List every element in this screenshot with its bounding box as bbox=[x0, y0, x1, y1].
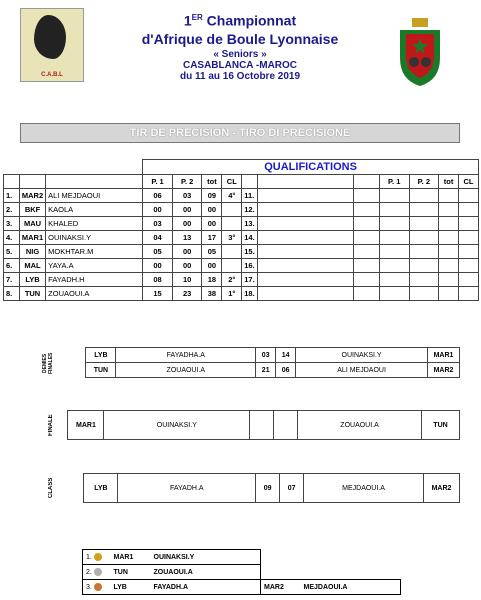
score-p2-2 bbox=[409, 189, 439, 203]
score-total: 09 bbox=[202, 189, 222, 203]
rank-cl-2 bbox=[458, 231, 478, 245]
score-total-2 bbox=[439, 217, 459, 231]
rank-cl-2 bbox=[458, 259, 478, 273]
player-name-2 bbox=[258, 259, 354, 273]
score-p1-2 bbox=[379, 245, 409, 259]
player-name-2 bbox=[258, 217, 354, 231]
score-total-2 bbox=[439, 189, 459, 203]
score-p2: 23 bbox=[172, 287, 202, 301]
score-p2: 13 bbox=[172, 231, 202, 245]
africa-map-icon bbox=[34, 15, 66, 59]
score-p1: 03 bbox=[143, 217, 173, 231]
country-code-2 bbox=[354, 273, 380, 287]
score-p1-2 bbox=[379, 189, 409, 203]
rank-2: 11. bbox=[242, 189, 258, 203]
rank: 4. bbox=[4, 231, 20, 245]
country-code: MAR1 bbox=[19, 231, 45, 245]
score-p2-2 bbox=[409, 245, 439, 259]
country-code-2 bbox=[354, 231, 380, 245]
federation-crest-icon bbox=[396, 18, 444, 88]
final-table bbox=[20, 410, 460, 440]
score-total: 18 bbox=[202, 273, 222, 287]
qualification-row bbox=[4, 203, 479, 217]
qualification-row bbox=[4, 287, 479, 301]
score-p2: 10 bbox=[172, 273, 202, 287]
player-name: KHALED bbox=[46, 217, 143, 231]
qualification-row bbox=[4, 217, 479, 231]
rank-cl: 2° bbox=[222, 273, 242, 287]
semifinals-table bbox=[20, 347, 460, 378]
player-name: FAYADH.H bbox=[46, 273, 143, 287]
score-total: 38 bbox=[202, 287, 222, 301]
score-total-2 bbox=[439, 273, 459, 287]
gold-medal-icon bbox=[94, 553, 102, 561]
country-code: BKF bbox=[19, 203, 45, 217]
rank-cl-2 bbox=[458, 217, 478, 231]
semifinal-row-2: TUN ZOUAOUI.A 21 06 ALI MEJDAOUI MAR2 bbox=[20, 363, 460, 378]
score-total-2 bbox=[439, 259, 459, 273]
score-p1: 00 bbox=[143, 259, 173, 273]
score-p2: 03 bbox=[172, 189, 202, 203]
country-code: TUN bbox=[19, 287, 45, 301]
score-p2: 00 bbox=[172, 217, 202, 231]
score-total: 00 bbox=[202, 217, 222, 231]
final-row: FINALE MAR1 OUINAKSI.Y ZOUAOUI.A TUN bbox=[20, 411, 460, 440]
score-p1-2 bbox=[379, 231, 409, 245]
rank: 6. bbox=[4, 259, 20, 273]
rank-2: 14. bbox=[242, 231, 258, 245]
score-total: 00 bbox=[202, 203, 222, 217]
qualification-row bbox=[4, 259, 479, 273]
final-label: FINALE bbox=[48, 414, 54, 436]
podium-row-3: 3. LYB FAYADH.A MAR2 MEJDAOUI.A bbox=[83, 580, 401, 595]
page-header bbox=[110, 10, 370, 82]
score-p2-2 bbox=[409, 259, 439, 273]
header-line4: CASABLANCA -MAROC bbox=[182, 59, 298, 71]
player-name: MOKHTAR.M bbox=[46, 245, 143, 259]
rank: 8. bbox=[4, 287, 20, 301]
country-code: MAU bbox=[19, 217, 45, 231]
player-name-2 bbox=[258, 203, 354, 217]
player-name: KAOLA bbox=[46, 203, 143, 217]
podium-table bbox=[82, 549, 401, 595]
qualifications-header-row: P. 1 P. 2 tot CL P. 1 P. 2 tot CL bbox=[4, 175, 479, 189]
qualifications-title: QUALIFICATIONS bbox=[143, 160, 479, 175]
score-p2-2 bbox=[409, 217, 439, 231]
rank-cl: 4° bbox=[222, 189, 242, 203]
score-total-2 bbox=[439, 287, 459, 301]
player-name-2 bbox=[258, 189, 354, 203]
podium-row-2: 2. TUN ZOUAOUI.A bbox=[83, 565, 401, 580]
rank-cl bbox=[222, 245, 242, 259]
semifinals-label: DEMIES FINALES bbox=[42, 351, 54, 374]
rank-cl-2 bbox=[458, 273, 478, 287]
rank-cl-2 bbox=[458, 245, 478, 259]
rank-2: 16. bbox=[242, 259, 258, 273]
player-name: YAYA.A bbox=[46, 259, 143, 273]
rank-cl bbox=[222, 259, 242, 273]
score-p2-2 bbox=[409, 287, 439, 301]
header-line2: d'Afrique de Boule Lyonnaise bbox=[141, 30, 339, 47]
bronze-medal-icon bbox=[94, 583, 102, 591]
score-p2: 00 bbox=[172, 203, 202, 217]
qualification-row bbox=[4, 189, 479, 203]
player-name-2 bbox=[258, 273, 354, 287]
score-total-2 bbox=[439, 203, 459, 217]
country-code: MAR2 bbox=[19, 189, 45, 203]
header-line1: 1ER Championnat bbox=[183, 12, 297, 29]
country-code-2 bbox=[354, 287, 380, 301]
event-banner: TIR DE PRECISION - TIRO DI PRECISIONE bbox=[20, 123, 460, 143]
rank-2: 12. bbox=[242, 203, 258, 217]
score-p1: 05 bbox=[143, 245, 173, 259]
player-name: OUINAKSI.Y bbox=[46, 231, 143, 245]
score-p2: 00 bbox=[172, 259, 202, 273]
qualification-row bbox=[4, 231, 479, 245]
player-name: ALI MEJDAOUI bbox=[46, 189, 143, 203]
rank: 2. bbox=[4, 203, 20, 217]
rank: 5. bbox=[4, 245, 20, 259]
logo-label: C.A.B.L bbox=[41, 72, 63, 78]
score-total: 05 bbox=[202, 245, 222, 259]
rank: 7. bbox=[4, 273, 20, 287]
player-name-2 bbox=[258, 287, 354, 301]
rank-cl: 3° bbox=[222, 231, 242, 245]
score-p1-2 bbox=[379, 203, 409, 217]
country-code-2 bbox=[354, 189, 380, 203]
score-p1-2 bbox=[379, 287, 409, 301]
player-name-2 bbox=[258, 231, 354, 245]
cabl-logo bbox=[20, 8, 84, 82]
qualifications-table bbox=[3, 159, 479, 301]
country-code-2 bbox=[354, 259, 380, 273]
score-total: 00 bbox=[202, 259, 222, 273]
score-p1-2 bbox=[379, 273, 409, 287]
country-code: MAL bbox=[19, 259, 45, 273]
score-total-2 bbox=[439, 231, 459, 245]
rank-cl-2 bbox=[458, 189, 478, 203]
country-code-2 bbox=[354, 245, 380, 259]
class-label: CLASS bbox=[48, 477, 54, 499]
rank-cl-2 bbox=[458, 287, 478, 301]
podium-row-1: 1. MAR1 OUINAKSI.Y bbox=[83, 550, 401, 565]
rank-cl bbox=[222, 217, 242, 231]
country-code: NIG bbox=[19, 245, 45, 259]
score-p1: 00 bbox=[143, 203, 173, 217]
rank-2: 18. bbox=[242, 287, 258, 301]
score-total: 17 bbox=[202, 231, 222, 245]
score-total-2 bbox=[439, 245, 459, 259]
score-p1: 08 bbox=[143, 273, 173, 287]
score-p1: 04 bbox=[143, 231, 173, 245]
country-code-2 bbox=[354, 203, 380, 217]
rank: 1. bbox=[4, 189, 20, 203]
header-line5: du 11 au 16 Octobre 2019 bbox=[179, 70, 301, 82]
qualification-row bbox=[4, 273, 479, 287]
rank-cl-2 bbox=[458, 203, 478, 217]
score-p1-2 bbox=[379, 217, 409, 231]
semifinal-row-1: DEMIES FINALES LYB FAYADHA.A 03 14 OUINAKSI.Y MAR1 bbox=[20, 348, 460, 363]
silver-medal-icon bbox=[94, 568, 102, 576]
country-code-2 bbox=[354, 217, 380, 231]
rank-2: 17. bbox=[242, 273, 258, 287]
classification-row: CLASS LYB FAYADH.A 09 07 MEJDAOUI.A MAR2 bbox=[20, 474, 460, 503]
rank-2: 13. bbox=[242, 217, 258, 231]
rank-cl bbox=[222, 203, 242, 217]
rank-cl: 1° bbox=[222, 287, 242, 301]
score-p1: 06 bbox=[143, 189, 173, 203]
classification-table bbox=[20, 473, 460, 503]
rank: 3. bbox=[4, 217, 20, 231]
qualification-row bbox=[4, 245, 479, 259]
rank-2: 15. bbox=[242, 245, 258, 259]
header-line3: « Seniors » bbox=[213, 48, 267, 60]
score-p1-2 bbox=[379, 259, 409, 273]
score-p2-2 bbox=[409, 231, 439, 245]
score-p1: 15 bbox=[143, 287, 173, 301]
score-p2-2 bbox=[409, 273, 439, 287]
player-name-2 bbox=[258, 245, 354, 259]
player-name: ZOUAOUI.A bbox=[46, 287, 143, 301]
country-code: LYB bbox=[19, 273, 45, 287]
score-p2-2 bbox=[409, 203, 439, 217]
score-p2: 00 bbox=[172, 245, 202, 259]
